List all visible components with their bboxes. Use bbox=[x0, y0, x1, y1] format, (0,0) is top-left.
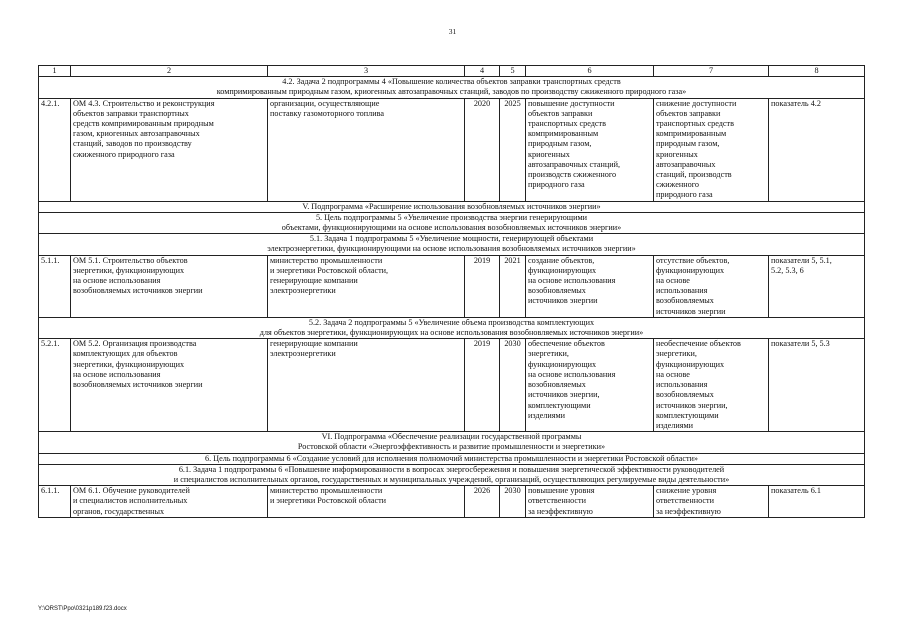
text-line: необеспечение объектов bbox=[656, 339, 741, 349]
text-line: энергетики, bbox=[656, 349, 697, 359]
text-line: снижение доступности bbox=[656, 98, 737, 108]
text-line: источников энергии, bbox=[528, 390, 600, 400]
end-year: 2025 bbox=[500, 98, 526, 201]
text-line: источников энергии bbox=[528, 296, 598, 306]
text-line: показатели 5, 5.3 bbox=[771, 339, 830, 349]
text-line: автозаправочных bbox=[656, 159, 716, 169]
start-year: 2026 bbox=[465, 486, 500, 518]
text-line: ОМ 4.3. Строительство и реконструкция bbox=[73, 98, 215, 108]
text-line: энергетики, функционирующих bbox=[73, 265, 185, 275]
text-line: возобновляемых bbox=[528, 380, 586, 390]
text-line: 4.2. Задача 2 подпрограммы 4 «Повышение количества объектов заправки транспортных средств bbox=[282, 77, 621, 87]
expected-result bbox=[526, 255, 654, 317]
text-line: средств компримированным природным bbox=[73, 119, 214, 129]
text-line: за неэффективную bbox=[528, 506, 593, 516]
end-year: 2030 bbox=[500, 339, 526, 432]
text-line: станций, производств bbox=[656, 170, 732, 180]
text-line: на основе bbox=[656, 276, 690, 286]
text-line: министерство промышленности bbox=[270, 255, 383, 265]
row-number: 6.1.1. bbox=[39, 486, 71, 518]
row-number: 4.2.1. bbox=[39, 98, 71, 201]
file-path-footer: Y:\ORST\Ppo\0321p189.f23.docx bbox=[38, 606, 127, 612]
text-line: 6. Цель подпрограммы 6 «Создание условий для исполнения полномочий министерства промышленности и энергетики Ростовской области» bbox=[204, 453, 699, 463]
section-row bbox=[39, 432, 865, 453]
related-indicator bbox=[769, 486, 865, 518]
text-line: показатель 4.2 bbox=[771, 98, 821, 108]
text-line: энергетики, bbox=[528, 349, 569, 359]
column-number: 7 bbox=[654, 66, 769, 77]
text-line: объектов заправки транспортных bbox=[73, 108, 189, 118]
text-line: природного газа bbox=[656, 190, 713, 200]
text-line: и специалистов исполнительных bbox=[73, 496, 188, 506]
text-line: использования bbox=[656, 286, 708, 296]
text-line: возобновляемых bbox=[528, 286, 586, 296]
text-line: объектами, функционирующими на основе использования возобновляемых источников энергии» bbox=[281, 223, 622, 233]
text-line: сжиженного природного газа bbox=[73, 149, 175, 159]
section-row bbox=[39, 453, 865, 464]
text-line: природным газом, bbox=[528, 139, 592, 149]
text-line: министерство промышленности bbox=[270, 486, 383, 496]
text-line: повышение уровня bbox=[528, 486, 595, 496]
text-line: и энергетики Ростовской области bbox=[270, 496, 387, 506]
expected-result bbox=[526, 486, 654, 518]
text-line: ОМ 6.1. Обучение руководителей bbox=[73, 486, 190, 496]
text-line: на основе использования bbox=[73, 369, 161, 379]
text-line: возобновляемых источников энергии bbox=[73, 286, 203, 296]
expected-result bbox=[526, 339, 654, 432]
text-line: создание объектов, bbox=[528, 255, 595, 265]
column-number: 8 bbox=[769, 66, 865, 77]
text-line: электроэнергетики, функционирующими на основе использования возобновляемых источников энергии» bbox=[267, 244, 636, 254]
text-line: компримированным природным газом, криогенных автозаправочных станций, заводов по производству сжиженного природного газа» bbox=[216, 87, 687, 97]
text-line: функционирующих bbox=[528, 359, 597, 369]
text-line: изделиями bbox=[528, 410, 566, 420]
start-year: 2019 bbox=[465, 339, 500, 432]
text-line: компримированным bbox=[528, 129, 599, 139]
text-line: 5.2. Задача 2 подпрограммы 5 «Увеличение объема производства комплектующих bbox=[308, 317, 595, 327]
section-subprogram-5 bbox=[39, 201, 865, 212]
text-line: показатели 5, 5.1, bbox=[771, 255, 832, 265]
table-row bbox=[39, 339, 865, 432]
column-number: 6 bbox=[526, 66, 654, 77]
non-implementation-consequence bbox=[654, 98, 769, 201]
text-line: генерирующие компании bbox=[270, 276, 358, 286]
section-task-5-2 bbox=[39, 317, 865, 338]
text-line: функционирующих bbox=[656, 359, 725, 369]
text-line: криогенных bbox=[656, 149, 698, 159]
text-line: 5.1. Задача 1 подпрограммы 5 «Увеличение мощности, генерирующей объектами bbox=[309, 234, 594, 244]
measure-name bbox=[71, 339, 268, 432]
text-line: за неэффективную bbox=[656, 506, 721, 516]
text-line: энергетики, функционирующих bbox=[73, 359, 185, 369]
table-row bbox=[39, 255, 865, 317]
related-indicator bbox=[769, 98, 865, 201]
text-line: на основе использования bbox=[528, 369, 616, 379]
executor bbox=[268, 486, 465, 518]
text-line: изделиями bbox=[656, 420, 694, 430]
column-number: 1 bbox=[39, 66, 71, 77]
section-goal-5 bbox=[39, 212, 865, 233]
text-line: снижение уровня bbox=[656, 486, 717, 496]
text-line: комплектующими bbox=[656, 410, 719, 420]
section-task-6-1 bbox=[39, 464, 865, 485]
text-line: 6.1. Задача 1 подпрограммы 6 «Повышение информированности в вопросах энергосбережения и повышения энергетической эффективности руководителей bbox=[178, 464, 725, 474]
text-line: ОМ 5.2. Организация производства bbox=[73, 339, 197, 349]
end-year: 2030 bbox=[500, 486, 526, 518]
text-line: ответственности bbox=[528, 496, 587, 506]
section-goal-6 bbox=[39, 453, 865, 464]
text-line: органов, государственных bbox=[73, 506, 165, 516]
text-line: возобновляемых bbox=[656, 296, 714, 306]
text-line: электроэнергетики bbox=[270, 286, 336, 296]
non-implementation-consequence bbox=[654, 486, 769, 518]
text-line: на основе использования bbox=[73, 276, 161, 286]
section-row bbox=[39, 212, 865, 233]
text-line: криогенных bbox=[528, 149, 570, 159]
text-line: показатель 6.1 bbox=[771, 486, 821, 496]
text-line: компримированным bbox=[656, 129, 727, 139]
text-line: ОМ 5.1. Строительство объектов bbox=[73, 255, 188, 265]
non-implementation-consequence bbox=[654, 255, 769, 317]
section-task-5-1 bbox=[39, 234, 865, 255]
text-line: отсутствие объектов, bbox=[656, 255, 730, 265]
row-number: 5.1.1. bbox=[39, 255, 71, 317]
text-line: использования bbox=[656, 380, 708, 390]
text-line: 5. Цель подпрограммы 5 «Увеличение производства энергии генерирующими bbox=[315, 212, 588, 222]
text-line: Ростовской области «Энергоэффективность и развитие промышленности и энергетики» bbox=[297, 442, 606, 452]
text-line: транспортных средств bbox=[656, 119, 734, 129]
text-line: природным газом, bbox=[656, 139, 720, 149]
text-line: ответственности bbox=[656, 496, 715, 506]
text-line: объектов заправки bbox=[656, 108, 721, 118]
text-line: производств сжиженного bbox=[528, 170, 617, 180]
text-line: 5.2, 5.3, 6 bbox=[771, 265, 804, 275]
table-row bbox=[39, 486, 865, 518]
text-line: на основе bbox=[656, 369, 690, 379]
column-number: 3 bbox=[268, 66, 465, 77]
table-row bbox=[39, 98, 865, 201]
text-line: газом, криогенных автозаправочных bbox=[73, 129, 200, 139]
text-line: транспортных средств bbox=[528, 119, 606, 129]
text-line: для объектов энергетики, функционирующих на основе использования возобновляемых источников энергии» bbox=[259, 328, 644, 338]
text-line: автозаправочных станций, bbox=[528, 159, 621, 169]
section-row bbox=[39, 77, 865, 98]
measure-name bbox=[71, 486, 268, 518]
text-line: функционирующих bbox=[528, 265, 597, 275]
executor bbox=[268, 98, 465, 201]
column-numbers-row bbox=[39, 66, 865, 77]
text-line: и специалистов исполнительных органов, государственных и муниципальных учреждений, организаций, осуществляющих регулируемые виды деятельности» bbox=[173, 474, 730, 484]
section-row bbox=[39, 317, 865, 338]
text-line: обеспечение объектов bbox=[528, 339, 605, 349]
non-implementation-consequence bbox=[654, 339, 769, 432]
measure-name bbox=[71, 255, 268, 317]
text-line: генерирующие компании bbox=[270, 339, 358, 349]
text-line: электроэнергетики bbox=[270, 349, 336, 359]
column-number: 4 bbox=[465, 66, 500, 77]
section-row bbox=[39, 234, 865, 255]
related-indicator bbox=[769, 339, 865, 432]
text-line: V. Подпрограмма «Расширение использования возобновляемых источников энергии» bbox=[302, 201, 601, 211]
executor bbox=[268, 339, 465, 432]
text-line: поставку газомоторного топлива bbox=[270, 108, 385, 118]
executor bbox=[268, 255, 465, 317]
text-line: VI. Подпрограмма «Обеспечение реализации государственной программы bbox=[321, 432, 582, 442]
text-line: возобновляемых источников энергии bbox=[73, 380, 203, 390]
text-line: объектов заправки bbox=[528, 108, 593, 118]
page-number: 31 bbox=[448, 27, 457, 36]
start-year: 2020 bbox=[465, 98, 500, 201]
section-row bbox=[39, 464, 865, 485]
text-line: повышение доступности bbox=[528, 98, 615, 108]
measures-table bbox=[38, 65, 865, 518]
measure-name bbox=[71, 98, 268, 201]
text-line: организации, осуществляющие bbox=[270, 98, 380, 108]
text-line: комплектующими bbox=[528, 400, 591, 410]
text-line: возобновляемых bbox=[656, 390, 714, 400]
text-line: и энергетики Ростовской области, bbox=[270, 265, 389, 275]
section-subprogram-6 bbox=[39, 432, 865, 453]
column-number: 2 bbox=[71, 66, 268, 77]
text-line: на основе использования bbox=[528, 276, 616, 286]
end-year: 2021 bbox=[500, 255, 526, 317]
text-line: природного газа bbox=[528, 180, 585, 190]
text-line: станций, заводов по производству bbox=[73, 139, 192, 149]
expected-result bbox=[526, 98, 654, 201]
row-number: 5.2.1. bbox=[39, 339, 71, 432]
section-task-4-2 bbox=[39, 77, 865, 98]
text-line: комплектующих для объектов bbox=[73, 349, 178, 359]
related-indicator bbox=[769, 255, 865, 317]
text-line: сжиженного bbox=[656, 180, 699, 190]
text-line: источников энергии bbox=[656, 306, 726, 316]
text-line: функционирующих bbox=[656, 265, 725, 275]
text-line: источников энергии, bbox=[656, 400, 728, 410]
section-row bbox=[39, 201, 865, 212]
start-year: 2019 bbox=[465, 255, 500, 317]
column-number: 5 bbox=[500, 66, 526, 77]
